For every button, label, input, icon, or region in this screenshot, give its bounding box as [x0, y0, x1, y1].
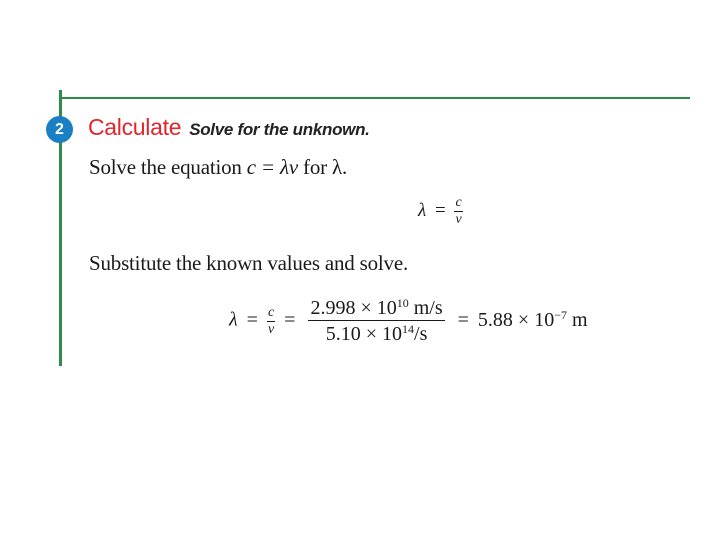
equals-sign: = [246, 308, 258, 331]
c-over-nu-fraction [267, 306, 275, 337]
equals-sign: = [284, 308, 296, 331]
step-number-badge: 2 [46, 116, 73, 143]
fraction-numerator: c [455, 195, 462, 210]
solve-prefix: Solve the equation [89, 155, 242, 179]
numeric-fraction [308, 298, 444, 344]
c-over-nu-fraction [454, 196, 462, 227]
solve-instruction [89, 155, 347, 180]
substitute-instruction: Substitute the known values and solve. [89, 251, 409, 275]
speed-of-light-value: $2.998 \times 10^{10}$ m/s [310, 296, 443, 319]
step-description: Solve for the unknown. [189, 120, 370, 139]
lambda-symbol: λ [229, 308, 238, 331]
fraction-denominator: ν [455, 212, 462, 227]
step-heading [88, 114, 370, 141]
equals-sign: = [434, 199, 446, 221]
top-green-rule [60, 97, 690, 99]
wavelength-result: $5.88 \times 10^{-7}$ m [477, 307, 588, 331]
lambda-symbol: λ [418, 199, 427, 221]
solve-suffix: for λ. [303, 155, 348, 179]
step-name: Calculate [88, 114, 182, 140]
frequency-value: $5.10 \times 10^{14}/s$ [325, 322, 428, 345]
wave-equation: c = λν [246, 155, 298, 179]
rearranged-equation [418, 196, 463, 227]
fraction-denominator: ν [267, 321, 275, 337]
fraction-numerator: c [267, 304, 275, 320]
substitution-equation [229, 298, 588, 344]
equals-sign: = [457, 308, 469, 331]
